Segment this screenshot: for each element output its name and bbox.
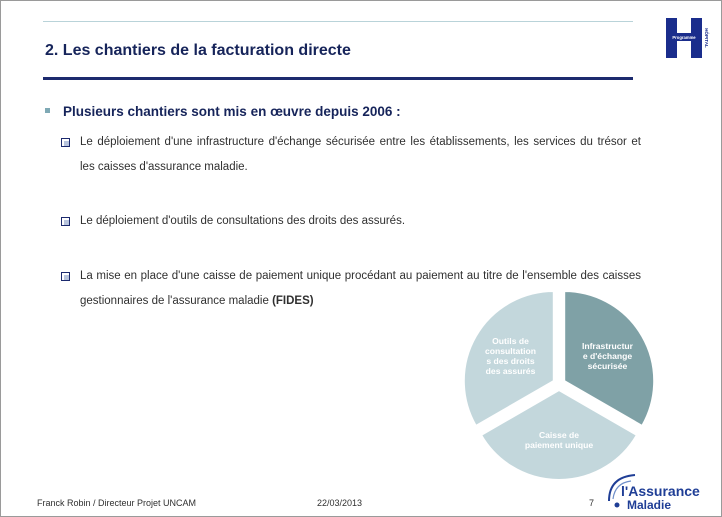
footer-date: 22/03/2013 xyxy=(317,498,363,508)
checkbox-bullet-icon xyxy=(61,272,70,281)
footer-author: Franck Robin / Directeur Projet UNCAM xyxy=(37,498,197,508)
logo-hopital-label: HÔPITAL xyxy=(704,28,709,48)
sub-bullet-text-plain: La mise en place d'une caisse de paiement unique procédant au paiement au titre de l'ensemble des caisses gestionnaires de l'assurance maladie xyxy=(80,270,641,307)
main-bullet-text: Plusieurs chantiers sont mis en œuvre depuis 2006 : xyxy=(63,104,401,119)
programme-hopital-logo xyxy=(663,16,707,60)
sub-bullet-text: Le déploiement d'outils de consultations des droits des assurés. xyxy=(80,215,406,227)
slide-title: 2. Les chantiers de la facturation directe xyxy=(45,42,351,59)
segment-outils-consultation-label: Outils de consultation s des droits des assurés xyxy=(484,336,537,376)
footer-page-number: 7 xyxy=(589,498,595,508)
assurance-maladie-logo xyxy=(605,469,719,513)
segment-infrastructure-label: Infrastructur e d'échange sécurisée xyxy=(581,341,634,371)
fides-label: (FIDES) xyxy=(272,295,314,307)
am-logo-line2: Maladie xyxy=(627,498,672,512)
title-underline xyxy=(43,77,633,80)
sub-bullet-1 xyxy=(61,130,641,180)
checkbox-bullet-icon xyxy=(61,138,70,147)
sub-bullet-2 xyxy=(61,209,641,234)
top-divider xyxy=(43,21,633,22)
segment-caisse-paiement-label: Caisse de paiement unique xyxy=(524,430,594,450)
cycle-diagram xyxy=(464,289,654,479)
main-bullet xyxy=(45,104,401,119)
square-bullet-icon xyxy=(45,108,50,113)
am-logo-line1: l'Assurance xyxy=(621,483,700,499)
checkbox-bullet-icon xyxy=(61,217,70,226)
logo-programme-label: Programme xyxy=(672,35,696,40)
sub-bullet-text: Le déploiement d'une infrastructure d'échange sécurisée entre les établissements, les services du trésor et les caisses d'assurance maladie. xyxy=(80,136,641,173)
